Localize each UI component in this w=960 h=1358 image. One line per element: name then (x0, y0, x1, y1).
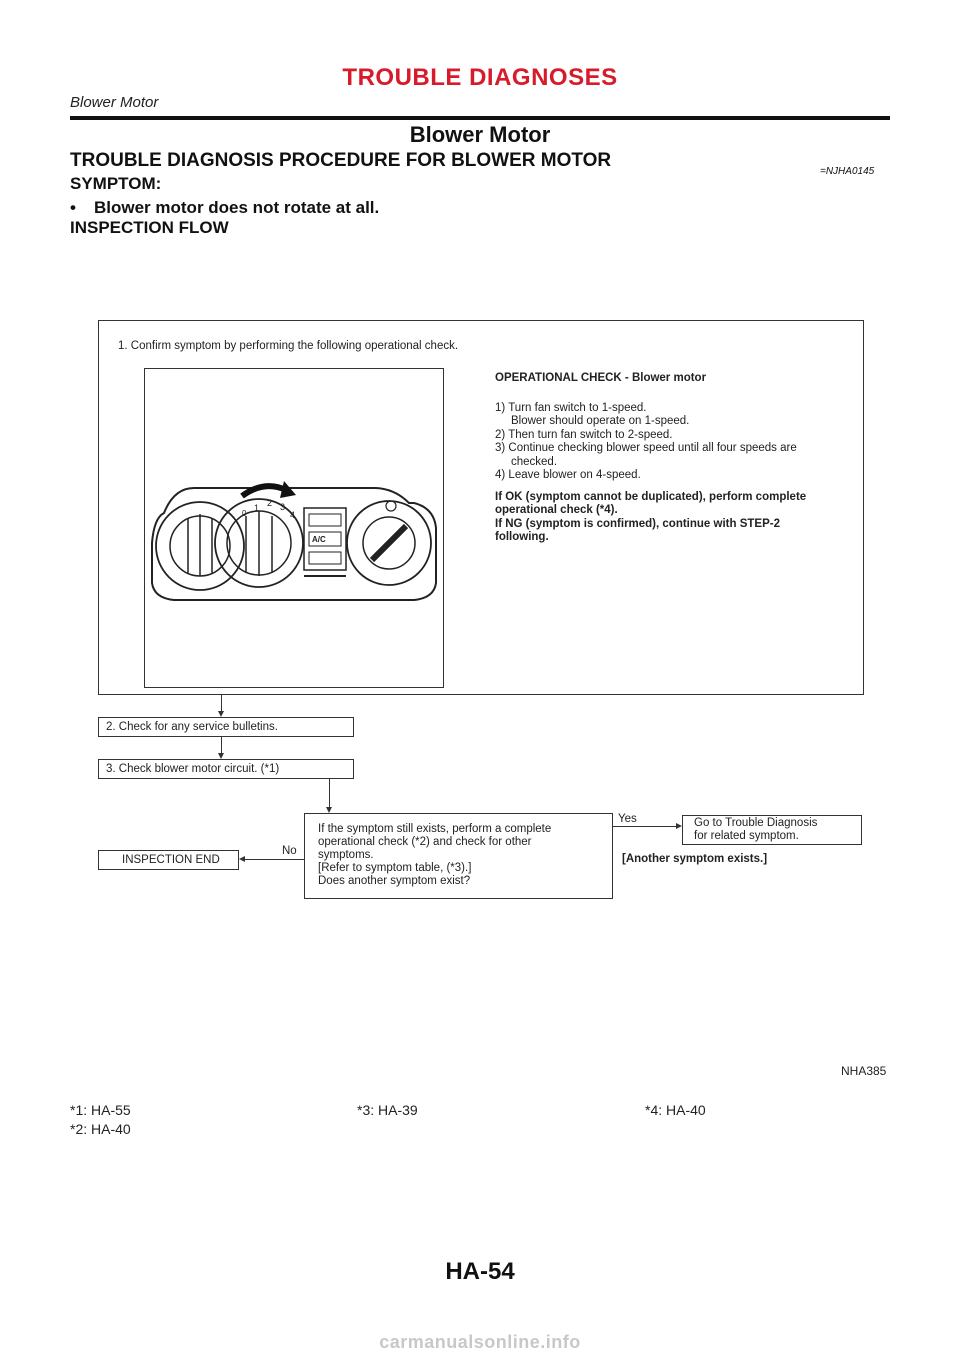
op-step: 1) Turn fan switch to 1-speed. (495, 401, 647, 414)
reference-code: =NJHA0145 (820, 166, 875, 177)
header-subtitle: Blower Motor (70, 94, 159, 111)
decision-line: If the symptom still exists, perform a complete (318, 823, 552, 835)
flow-connector (221, 695, 222, 711)
no-label: No (282, 845, 297, 857)
no-connector (245, 859, 304, 860)
inspection-end-text: INSPECTION END (122, 854, 220, 866)
flow-connector (329, 779, 330, 807)
control-panel-illustration (144, 368, 444, 688)
yes-result-text (694, 817, 817, 843)
step3-text: 3. Check blower motor circuit. (*1) (106, 763, 280, 775)
yes-result-line: for related symptom. (694, 830, 799, 842)
footnote: *2: HA-40 (70, 1121, 131, 1137)
op-result: following. (495, 531, 549, 543)
op-step: 4) Leave blower on 4-speed. (495, 469, 641, 481)
yes-result-line: Go to Trouble Diagnosis (694, 817, 818, 829)
decision-line: [Refer to symptom table, (*3).] (318, 862, 472, 874)
op-result: operational check (*4). (495, 504, 618, 516)
decision-line: Does another symptom exist? (318, 875, 471, 887)
symptom-label: SYMPTOM: (70, 174, 162, 193)
header-title: TROUBLE DIAGNOSES (342, 64, 618, 91)
symptom-item (70, 198, 379, 218)
another-symptom-note: [Another symptom exists.] (622, 853, 768, 865)
op-step: 2) Then turn fan switch to 2-speed. (495, 428, 673, 441)
procedure-heading: TROUBLE DIAGNOSIS PROCEDURE FOR BLOWER MOTOR (70, 150, 612, 171)
yes-connector (613, 826, 676, 827)
footnote: *4: HA-40 (645, 1102, 706, 1118)
step2-text: 2. Check for any service bulletins. (106, 721, 278, 733)
figure-code: NHA385 (841, 1064, 887, 1078)
operational-check (495, 372, 855, 545)
decision-text (318, 823, 551, 888)
op-step: checked. (511, 455, 558, 468)
footnote: *3: HA-39 (357, 1102, 418, 1118)
speed-3-mark: 3 (280, 502, 286, 512)
speed-2-mark: 2 (267, 498, 273, 508)
symptom-text: Blower motor does not rotate at all. (94, 198, 380, 217)
operational-check-title: OPERATIONAL CHECK - Blower motor (495, 372, 707, 384)
step1-text: 1. Confirm symptom by performing the following operational check. (118, 340, 459, 352)
op-result: If NG (symptom is confirmed), continue with STEP-2 (495, 517, 780, 530)
section-title: Blower Motor (409, 122, 551, 147)
op-result: If OK (symptom cannot be duplicated), perform complete (495, 490, 807, 503)
decision-line: operational check (*2) and check for other (318, 836, 532, 848)
header-rule (70, 116, 890, 120)
ac-mark: A/C (312, 535, 326, 544)
inspection-flow-heading: INSPECTION FLOW (70, 218, 229, 237)
page-number: HA-54 (445, 1258, 515, 1285)
arrow-left-icon (239, 856, 245, 862)
flow-connector (221, 737, 222, 753)
yes-label: Yes (618, 813, 637, 825)
off-mark: 0 (242, 509, 247, 518)
speed-1-mark: 1 (254, 503, 260, 513)
op-step: 3) Continue checking blower speed until all four speeds are (495, 442, 797, 454)
decision-line: symptoms. (318, 849, 374, 861)
speed-4-mark: 4 (290, 510, 296, 520)
watermark[interactable]: carmanualsonline.info (379, 1332, 581, 1352)
op-step: Blower should operate on 1-speed. (511, 415, 690, 427)
bullet-icon: • (70, 198, 76, 217)
footnote: *1: HA-55 (70, 1102, 131, 1118)
